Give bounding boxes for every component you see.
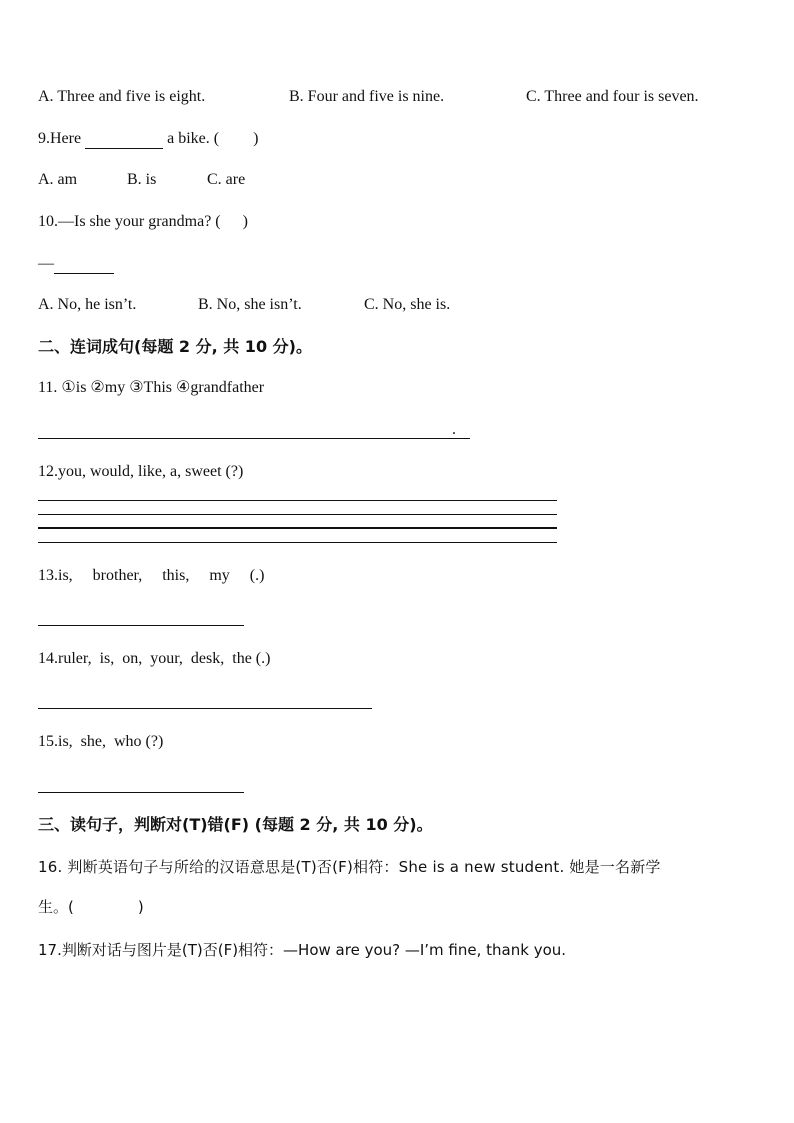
q9-answer-blank[interactable] [85,130,163,149]
q9-close-paren: ) [253,130,259,147]
question-13: 13.is, brother, this, my (.) [38,567,265,584]
q16-close-paren: ) [137,898,144,916]
question-14: 14.ruler, is, on, your, desk, the (.) [38,650,271,667]
q8-option-c: C. Three and four is seven. [526,88,699,105]
q9-option-c: C. are [207,171,246,188]
q9-stem-before: 9.Here [38,130,82,147]
q10-option-c: C. No, she is. [364,296,451,313]
question-15: 15.is, she, who (?) [38,733,164,750]
q10-option-b: B. No, she isn’t. [198,296,302,313]
q10-stem: 10.—Is she your grandma? ( [38,213,221,230]
section-3-heading: 三、读句子，判断对(T)错(F) (每题 2 分, 共 10 分)。 [38,815,433,834]
section-2-heading: 二、连词成句(每题 2 分, 共 10 分)。 [38,337,312,356]
question-16: 16. 判断英语句子与所给的汉语意思是(T)否(F)相符：She is a new student. 她是一名新学 [38,858,661,876]
question-11: 11. ①is ②my ③This ④grandfather [38,379,265,396]
q12-writing-line-4[interactable] [38,542,557,543]
q11-answer-line[interactable] [38,438,470,439]
q12-writing-line-2[interactable] [38,514,557,515]
q12-writing-line-3[interactable] [38,527,557,529]
q10-reply [38,254,114,274]
q15-answer-line[interactable] [38,792,244,793]
question-9 [38,129,258,149]
q9-option-a: A. am [38,171,78,188]
question-10 [38,212,248,232]
q14-answer-line[interactable] [38,708,372,709]
q13-answer-line[interactable] [38,625,244,626]
q11-period: . [452,421,456,438]
q8-option-a: A. Three and five is eight. [38,88,206,105]
q9-option-b: B. is [127,171,157,188]
q16-continuation [38,897,144,917]
q16-line2-text: 生。( [38,898,74,916]
q12-writing-line-1[interactable] [38,500,557,501]
q10-reply-dash: — [38,255,54,272]
question-12: 12.you, would, like, a, sweet (?) [38,463,244,480]
q10-option-a: A. No, he isn’t. [38,296,137,313]
q10-answer-blank[interactable] [54,255,114,274]
q9-stem-after: a bike. ( [167,130,220,147]
q10-close-paren: ) [242,213,248,230]
question-17: 17.判断对话与图片是(T)否(F)相符：—How are you? —I’m fine, thank you. [38,941,567,959]
q8-option-b: B. Four and five is nine. [289,88,445,105]
